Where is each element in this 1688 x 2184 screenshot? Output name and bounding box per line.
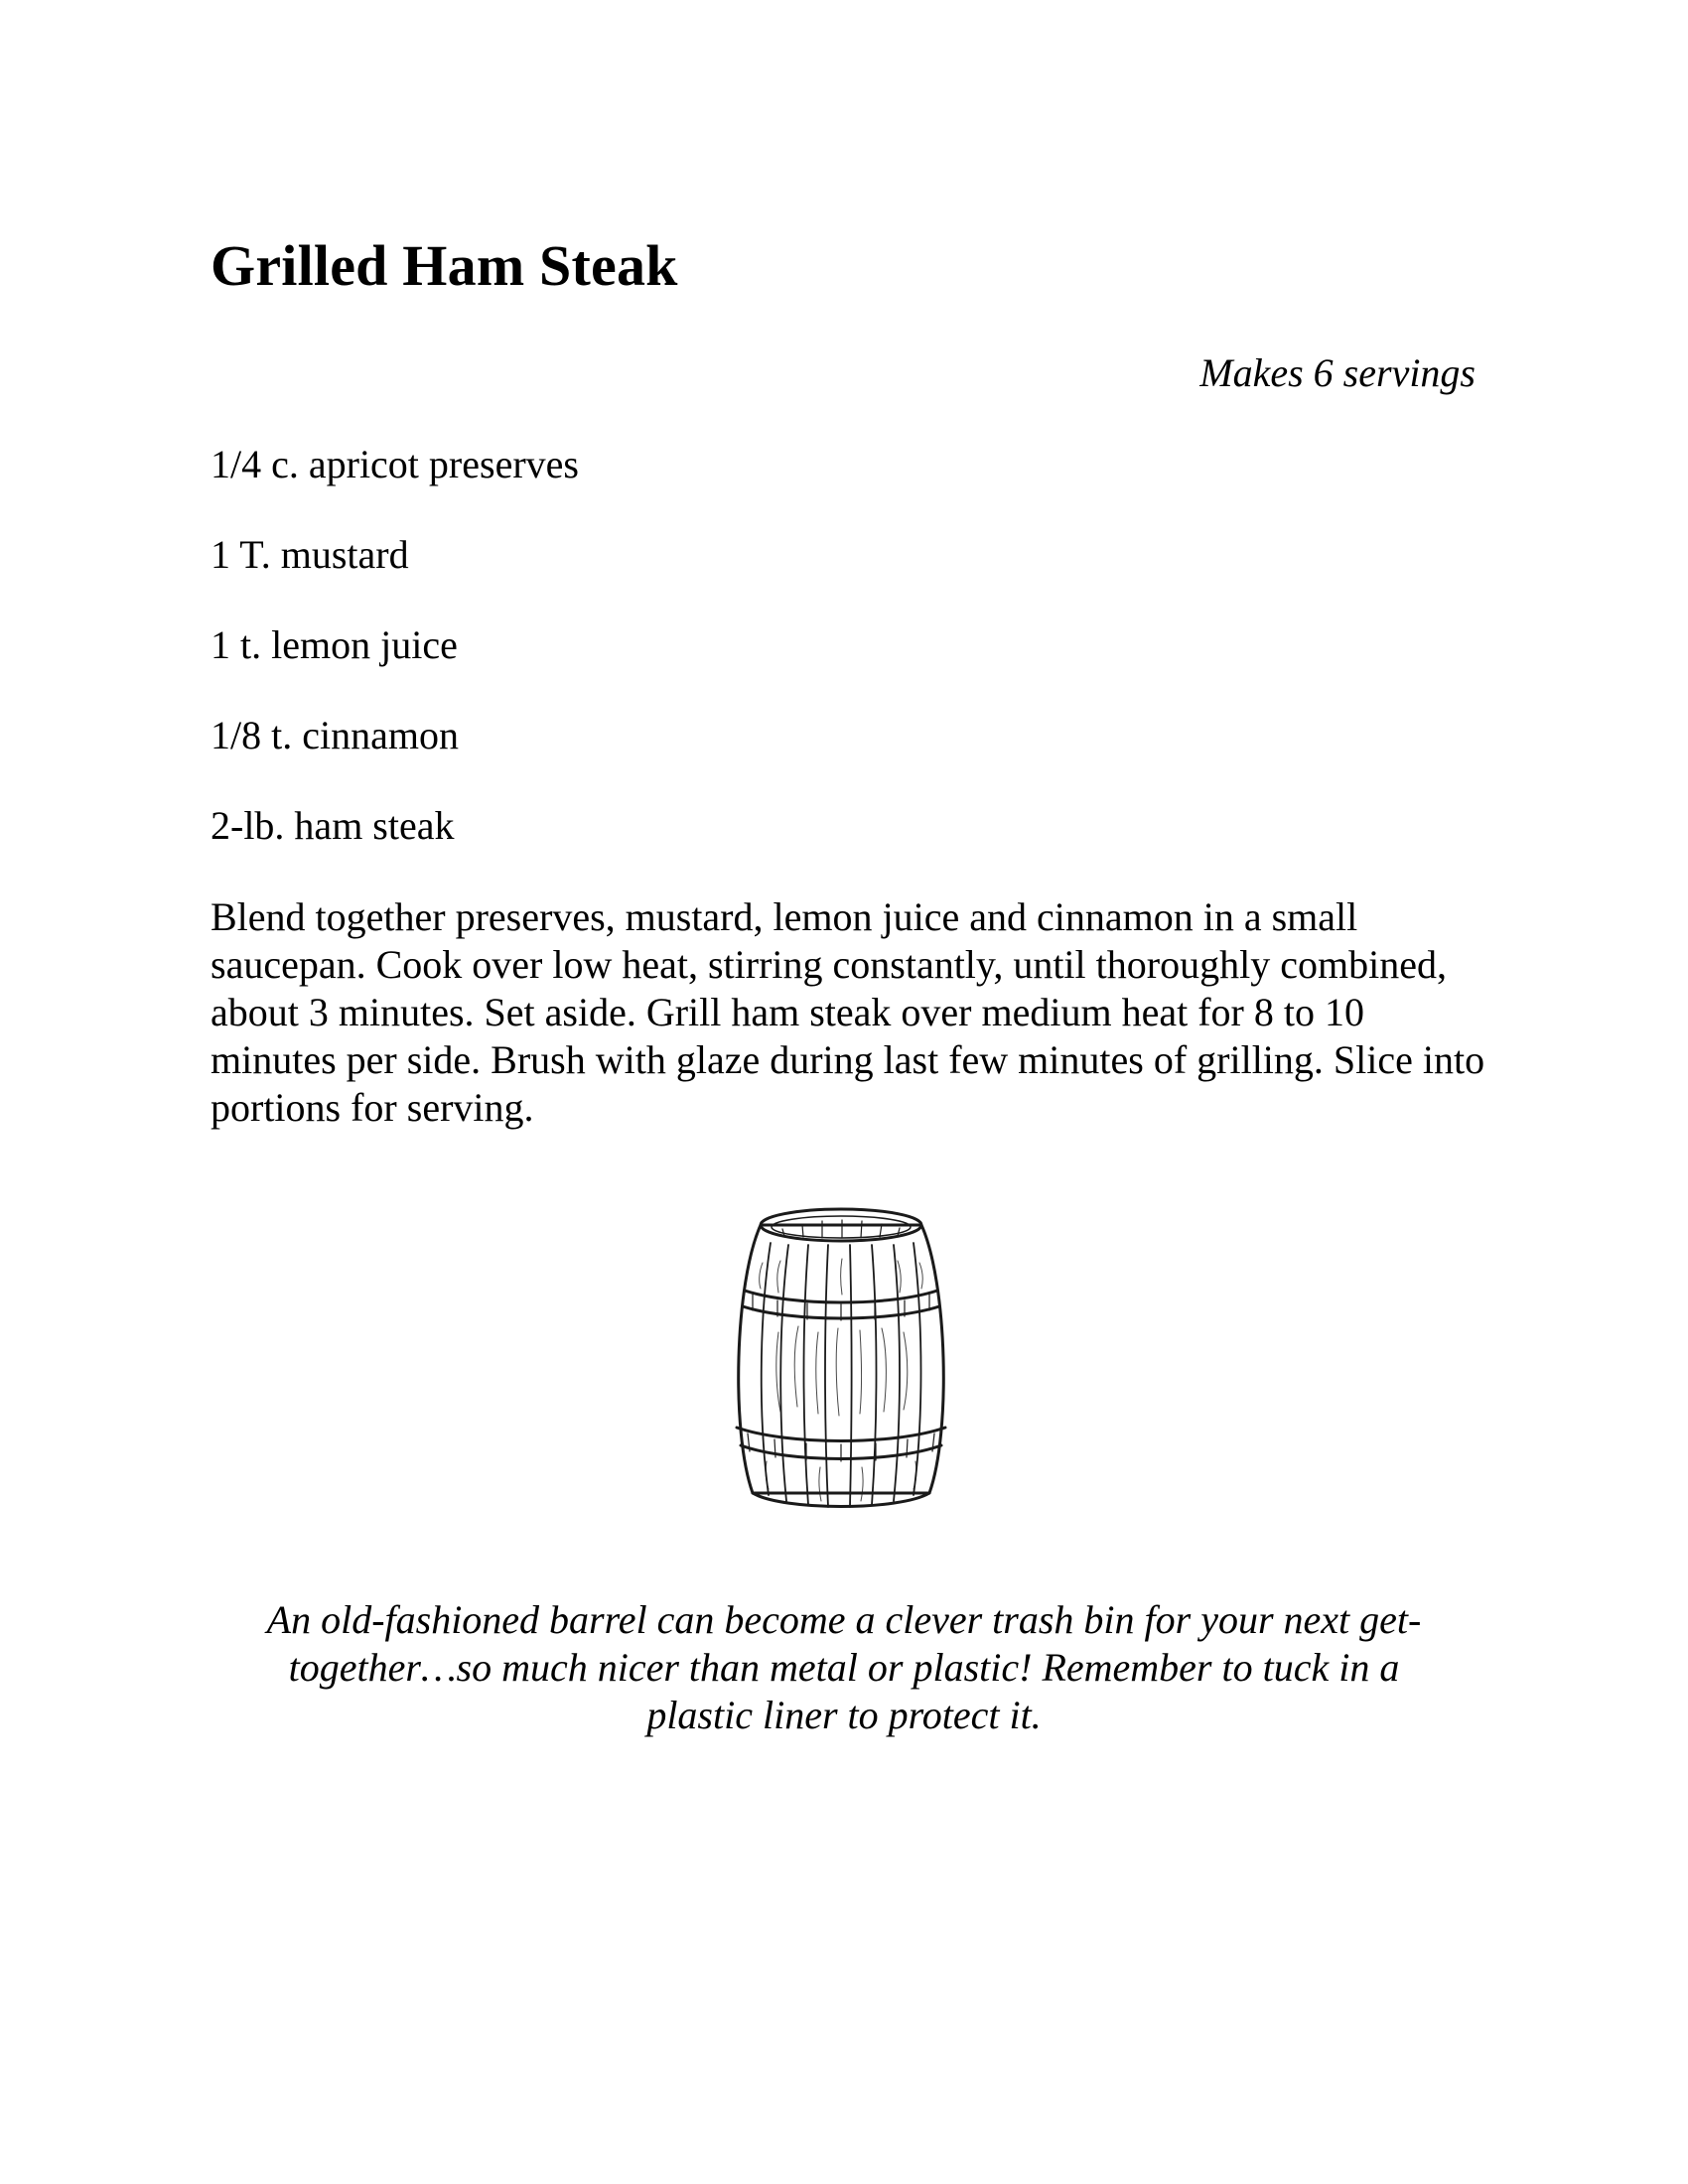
servings-note: Makes 6 servings (1199, 350, 1476, 395)
recipe-title: Grilled Ham Steak (211, 233, 678, 298)
tip-note: An old-fashioned barrel can become a clever trash bin for your next get-together…so much nicer than metal or plastic! Remember to tuck in a plastic liner to protect it. (266, 1597, 1422, 1737)
ingredient-item: 1/4 c. apricot preserves (211, 442, 579, 486)
ingredient-item: 1/8 t. cinnamon (211, 713, 459, 757)
barrel-icon (723, 1203, 961, 1521)
ingredient-list (211, 441, 579, 892)
ingredient-item: 2-lb. ham steak (211, 803, 455, 848)
ingredient-item: 1 T. mustard (211, 532, 409, 577)
ingredient-item: 1 t. lemon juice (211, 622, 458, 667)
recipe-directions: Blend together preserves, mustard, lemon juice and cinnamon in a small saucepan. Cook over low heat, stirring constantly, until thoroughly combined, about 3 minutes. Set aside. Grill ham steak over medium heat for 8 to 10 minutes per side. Brush with glaze during last few minutes of grilling. Slice into portions for serving. (211, 894, 1485, 1130)
barrel-illustration (723, 1203, 961, 1521)
